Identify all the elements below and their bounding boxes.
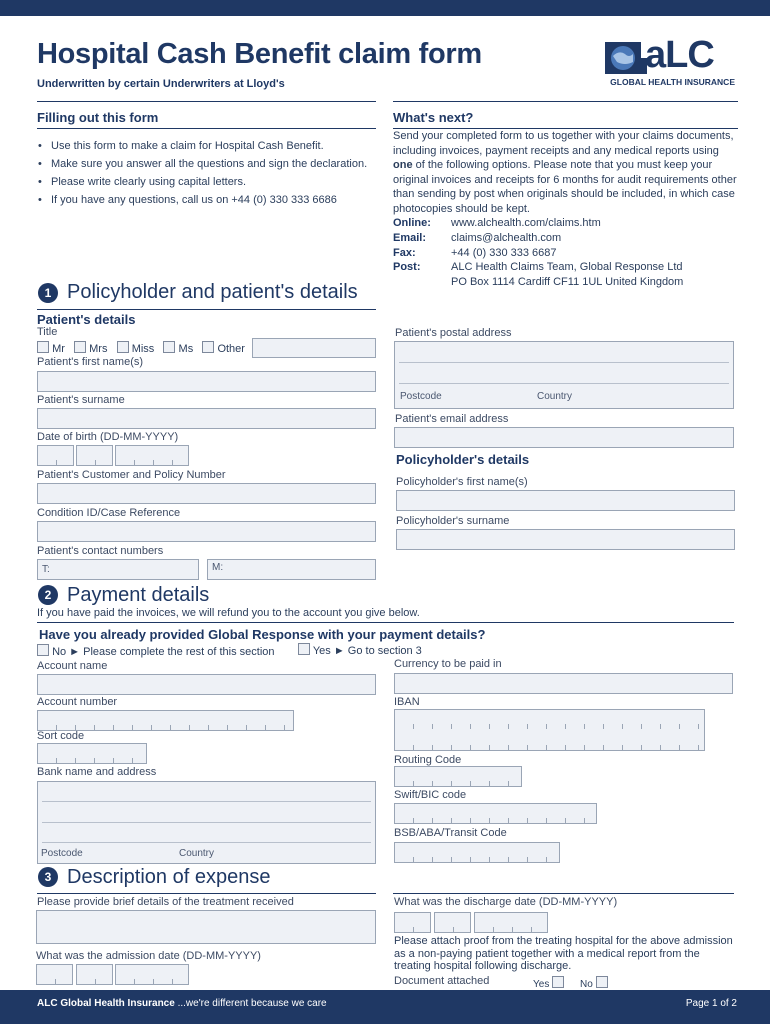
payment-question: Have you already provided Global Response with your payment details?: [39, 627, 486, 642]
contact-label: Post:: [393, 261, 421, 273]
bank-address-label: Bank name and address: [37, 766, 157, 778]
divider: [37, 128, 376, 129]
doc-yes-checkbox[interactable]: [552, 976, 564, 988]
condition-label: Condition ID/Case Reference: [37, 507, 181, 519]
routing-code-field[interactable]: [394, 766, 522, 787]
divider: [393, 893, 734, 894]
footer-tagline: ...we're different because we care: [177, 998, 327, 1009]
top-banner: [0, 0, 770, 16]
mobile-field[interactable]: [207, 559, 376, 580]
first-name-label: Patient's first name(s): [37, 356, 144, 368]
divider: [37, 893, 376, 894]
telephone-field[interactable]: [37, 559, 199, 580]
dob-day-field[interactable]: [37, 445, 74, 466]
currency-label: Currency to be paid in: [394, 658, 502, 670]
surname-field[interactable]: [37, 408, 376, 429]
email-link[interactable]: claims@alchealth.com: [451, 232, 562, 244]
section-title: Policyholder and patient's details: [67, 281, 358, 303]
patient-details-heading: Patient's details: [37, 312, 136, 327]
bsb-field[interactable]: [394, 842, 560, 863]
country-label: Country: [537, 391, 573, 402]
option-label: No: [580, 979, 593, 990]
policy-number-field[interactable]: [37, 483, 376, 504]
option-label: Miss: [131, 343, 155, 355]
contact-post: [393, 261, 683, 273]
proof-instructions: Please attach proof from the treating hospital for the above admission as a non-paying patient together with a medical report from the treating hospital following discharge.: [394, 935, 733, 972]
payment-no-option: [37, 644, 275, 658]
doc-no-checkbox[interactable]: [596, 976, 608, 988]
routing-code-label: Routing Code: [394, 754, 462, 766]
swift-field[interactable]: [394, 803, 597, 824]
option-label: Mrs: [89, 343, 108, 355]
footer-bar: [0, 990, 770, 1024]
postal-address-field[interactable]: [394, 341, 734, 409]
ph-surname-label: Policyholder's surname: [396, 515, 510, 527]
title-ms-checkbox[interactable]: [163, 341, 175, 353]
page-number: Page 1 of 2: [685, 998, 737, 1009]
ph-surname-field[interactable]: [396, 529, 735, 550]
divider: [37, 622, 734, 623]
payment-yes-option: [298, 643, 422, 657]
section-number-badge: 1: [38, 283, 58, 303]
title-other-checkbox[interactable]: [202, 341, 214, 353]
title-mr-checkbox[interactable]: [37, 341, 49, 353]
contact-numbers-label: Patient's contact numbers: [37, 545, 164, 557]
admission-day-field[interactable]: [36, 964, 73, 985]
option-label: Yes ► Go to section 3: [312, 645, 422, 657]
footer-brand-name: ALC Global Health Insurance: [37, 998, 175, 1009]
surname-label: Patient's surname: [37, 394, 125, 406]
logo-wordmark: aLC: [645, 34, 714, 76]
dob-label: Date of birth (DD-MM-YYYY): [37, 431, 179, 443]
account-name-field[interactable]: [37, 674, 376, 695]
swift-label: Swift/BIC code: [394, 789, 467, 801]
title-miss-checkbox[interactable]: [117, 341, 129, 353]
doc-no-option: [580, 976, 608, 990]
ph-first-name-label: Policyholder's first name(s): [396, 476, 528, 488]
online-link[interactable]: www.alchealth.com/claims.htm: [451, 217, 601, 229]
option-label: Ms: [178, 343, 194, 355]
contact-label: Email:: [393, 232, 427, 244]
policyholder-heading: Policyholder's details: [396, 452, 530, 467]
list-item: • Use this form to make a claim for Hospital Cash Benefit.: [38, 137, 367, 155]
contact-label: Fax:: [393, 247, 416, 259]
document-attached-label: Document attached: [394, 975, 490, 987]
contact-label: Online:: [393, 217, 431, 229]
discharge-date-label: What was the discharge date (DD-MM-YYYY): [394, 896, 618, 908]
list-item: • If you have any questions, call us on +44 (0) 330 333 6686: [38, 191, 367, 209]
option-label: No ► Please complete the rest of this section: [52, 646, 275, 658]
title-other-field[interactable]: [252, 338, 376, 358]
title-options: [37, 341, 245, 355]
condition-field[interactable]: [37, 521, 376, 542]
divider: [37, 309, 376, 310]
email-label: Patient's email address: [395, 413, 509, 425]
page-title: Hospital Cash Benefit claim form: [37, 38, 482, 70]
discharge-day-field[interactable]: [394, 912, 431, 933]
field-prefix: M:: [212, 562, 224, 573]
ph-first-name-field[interactable]: [396, 490, 735, 511]
paragraph-text: of the following options. Please note that you must keep your original invoices and receipts for 6 months for audit requirements other than sending by post when originals should be included, in which case photocopies should be kept.: [393, 159, 737, 215]
treatment-details-field[interactable]: [36, 910, 376, 944]
divider: [37, 101, 376, 102]
title-mrs-checkbox[interactable]: [74, 341, 86, 353]
iban-label: IBAN: [394, 696, 420, 708]
payment-no-checkbox[interactable]: [37, 644, 49, 656]
title-label: Title: [37, 326, 58, 338]
section-number-badge: 2: [38, 585, 58, 605]
admission-year-field[interactable]: [115, 964, 189, 985]
section-number-badge: 3: [38, 867, 58, 887]
policy-number-label: Patient's Customer and Policy Number: [37, 469, 226, 481]
sort-code-label: Sort code: [37, 730, 85, 742]
admission-month-field[interactable]: [76, 964, 113, 985]
bsb-label: BSB/ABA/Transit Code: [394, 827, 507, 839]
sort-code-field[interactable]: [37, 743, 147, 764]
logo-subtext: GLOBAL HEALTH INSURANCE: [610, 77, 735, 87]
contact-online: [393, 217, 601, 229]
bank-address-field[interactable]: [37, 781, 376, 864]
whats-next-paragraph: [393, 129, 738, 217]
discharge-year-field[interactable]: [474, 912, 548, 933]
post-address: ALC Health Claims Team, Global Response Ltd: [451, 261, 683, 273]
list-item: • Make sure you answer all the questions and sign the declaration.: [38, 155, 367, 173]
section-title: Description of expense: [67, 866, 271, 888]
dob-month-field[interactable]: [76, 445, 113, 466]
discharge-month-field[interactable]: [434, 912, 471, 933]
divider: [393, 101, 738, 102]
payment-intro: If you have paid the invoices, we will refund you to the account you give below.: [37, 607, 420, 619]
first-name-field[interactable]: [37, 371, 376, 392]
filling-heading: Filling out this form: [37, 110, 159, 125]
instructions-list: [38, 137, 367, 209]
paragraph-text: Send your completed form to us together with your claims documents, including invoices, payment receipts and any medical reports using: [393, 130, 734, 157]
paragraph-emphasis: one: [393, 159, 413, 172]
post-address-line-2: PO Box 1114 Cardiff CF11 1UL United Kingdom: [451, 276, 684, 288]
alc-logo: [605, 34, 735, 88]
admission-date-label: What was the admission date (DD-MM-YYYY): [36, 950, 261, 962]
page-subtitle: Underwritten by certain Underwriters at Lloyd's: [37, 78, 285, 90]
email-field[interactable]: [394, 427, 734, 448]
option-label: Mr: [52, 343, 65, 355]
whats-next-heading: What's next?: [393, 110, 474, 125]
postcode-label: Postcode: [41, 848, 83, 859]
account-number-label: Account number: [37, 696, 118, 708]
account-name-label: Account name: [37, 660, 108, 672]
contact-fax: [393, 247, 557, 259]
option-label: Other: [217, 343, 245, 355]
postcode-label: Postcode: [400, 391, 442, 402]
payment-yes-checkbox[interactable]: [298, 643, 310, 655]
field-prefix: T:: [42, 564, 50, 575]
treatment-details-label: Please provide brief details of the treatment received: [37, 896, 294, 908]
option-label: Yes: [533, 979, 550, 990]
fax-number: +44 (0) 330 333 6687: [451, 247, 557, 259]
list-item: • Please write clearly using capital letters.: [38, 173, 367, 191]
country-label: Country: [179, 848, 215, 859]
contact-email: [393, 232, 561, 244]
postal-address-label: Patient's postal address: [395, 327, 512, 339]
footer-brand: [37, 998, 327, 1009]
section-title: Payment details: [67, 584, 210, 606]
dob-year-field[interactable]: [115, 445, 189, 466]
account-number-field[interactable]: [37, 710, 294, 731]
doc-yes-option: [533, 976, 564, 990]
iban-field[interactable]: [394, 709, 705, 751]
currency-field[interactable]: [394, 673, 733, 694]
